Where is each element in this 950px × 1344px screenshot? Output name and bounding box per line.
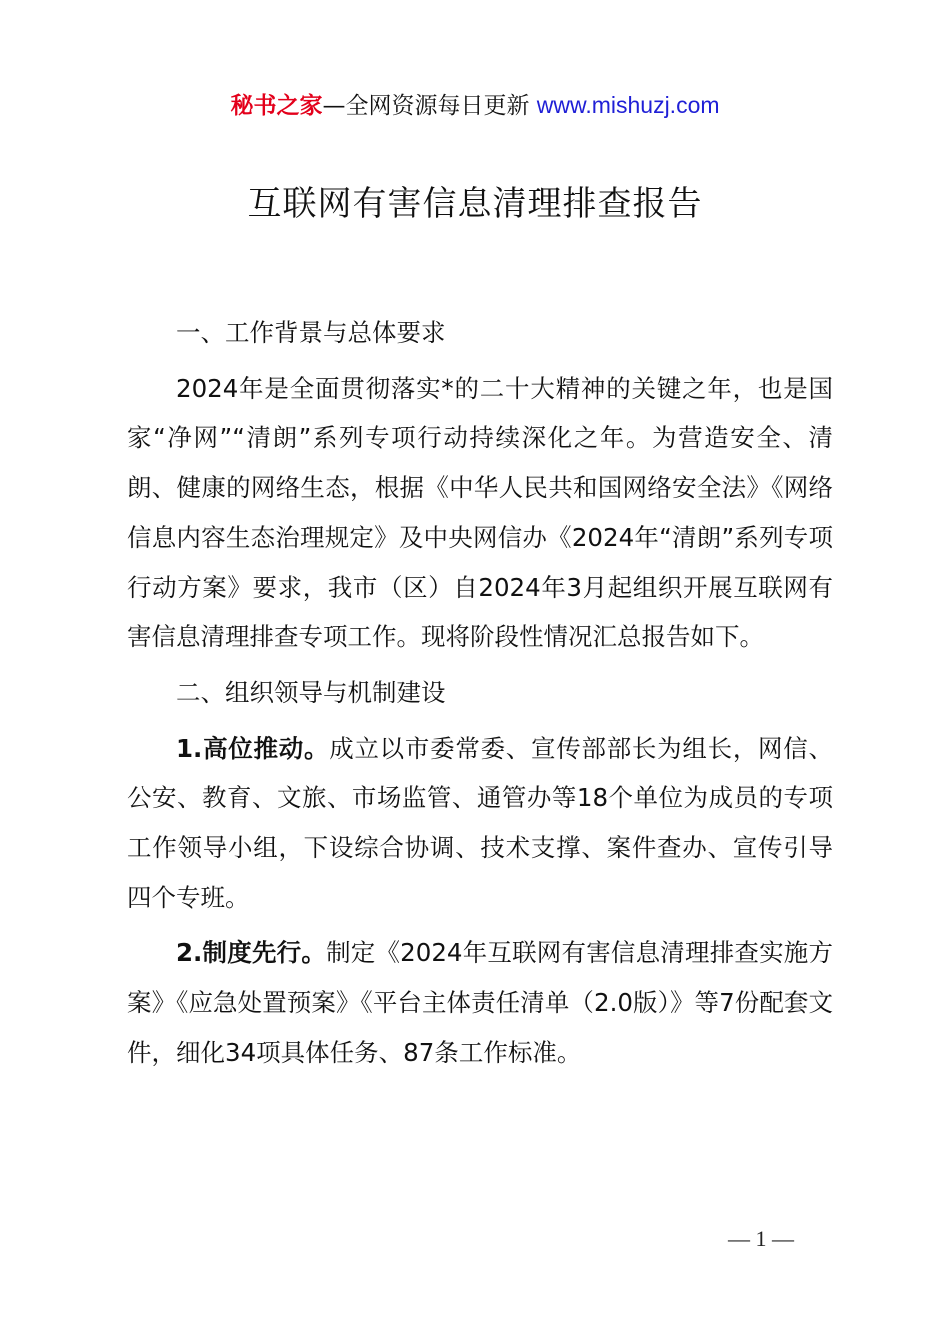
site-url-link[interactable]: www.mishuzj.com bbox=[536, 92, 720, 118]
brand-name: 秘书之家 bbox=[230, 93, 323, 119]
paragraph-background: 2024年是全面贯彻落实*的二十大精神的关键之年，也是国家“净网”“清朗”系列专项行动持续深化之年。为营造安全、清朗、健康的网络生态，根据《中华人民共和国网络安全法》《网络信息内容生态治理规定》及中央网信办《2024年“清朗”系列专项行动方案》要求，我市（区）自2024年3月起组织开展互联网有害信息清理排查专项工作。现将阶段性情况汇总报告如下。 bbox=[127, 373, 833, 652]
document-title: 互联网有害信息清理排查报告 bbox=[247, 184, 703, 224]
header-tagline: —全网资源每日更新 bbox=[322, 93, 537, 119]
document-body bbox=[127, 308, 833, 1078]
section-heading-1: 一、工作背景与总体要求 bbox=[176, 318, 446, 347]
paragraph-item-2 bbox=[127, 928, 833, 1077]
item-2-text: 制定《2024年互联网有害信息清理排查实施方案》《应急处置预案》《平台主体责任清单（2.0版）》等7份配套文件，细化34项具体任务、87条工作标准。 bbox=[127, 938, 833, 1067]
page-number: — 1 — bbox=[728, 1226, 794, 1251]
site-header bbox=[0, 88, 950, 123]
item-1-text: 成立以市委常委、宣传部部长为组长，网信、公安、教育、文旅、市场监管、通管办等18个单位为成员的专项工作领导小组，下设综合协调、技术支撑、案件查办、宣传引导四个专班。 bbox=[127, 733, 834, 912]
item-2-lead: 2.制度先行。 bbox=[176, 938, 327, 968]
paragraph-item-1 bbox=[127, 724, 833, 923]
section-heading-2: 二、组织领导与机制建设 bbox=[176, 677, 446, 707]
item-1-lead: 1.高位推动。 bbox=[176, 733, 330, 763]
